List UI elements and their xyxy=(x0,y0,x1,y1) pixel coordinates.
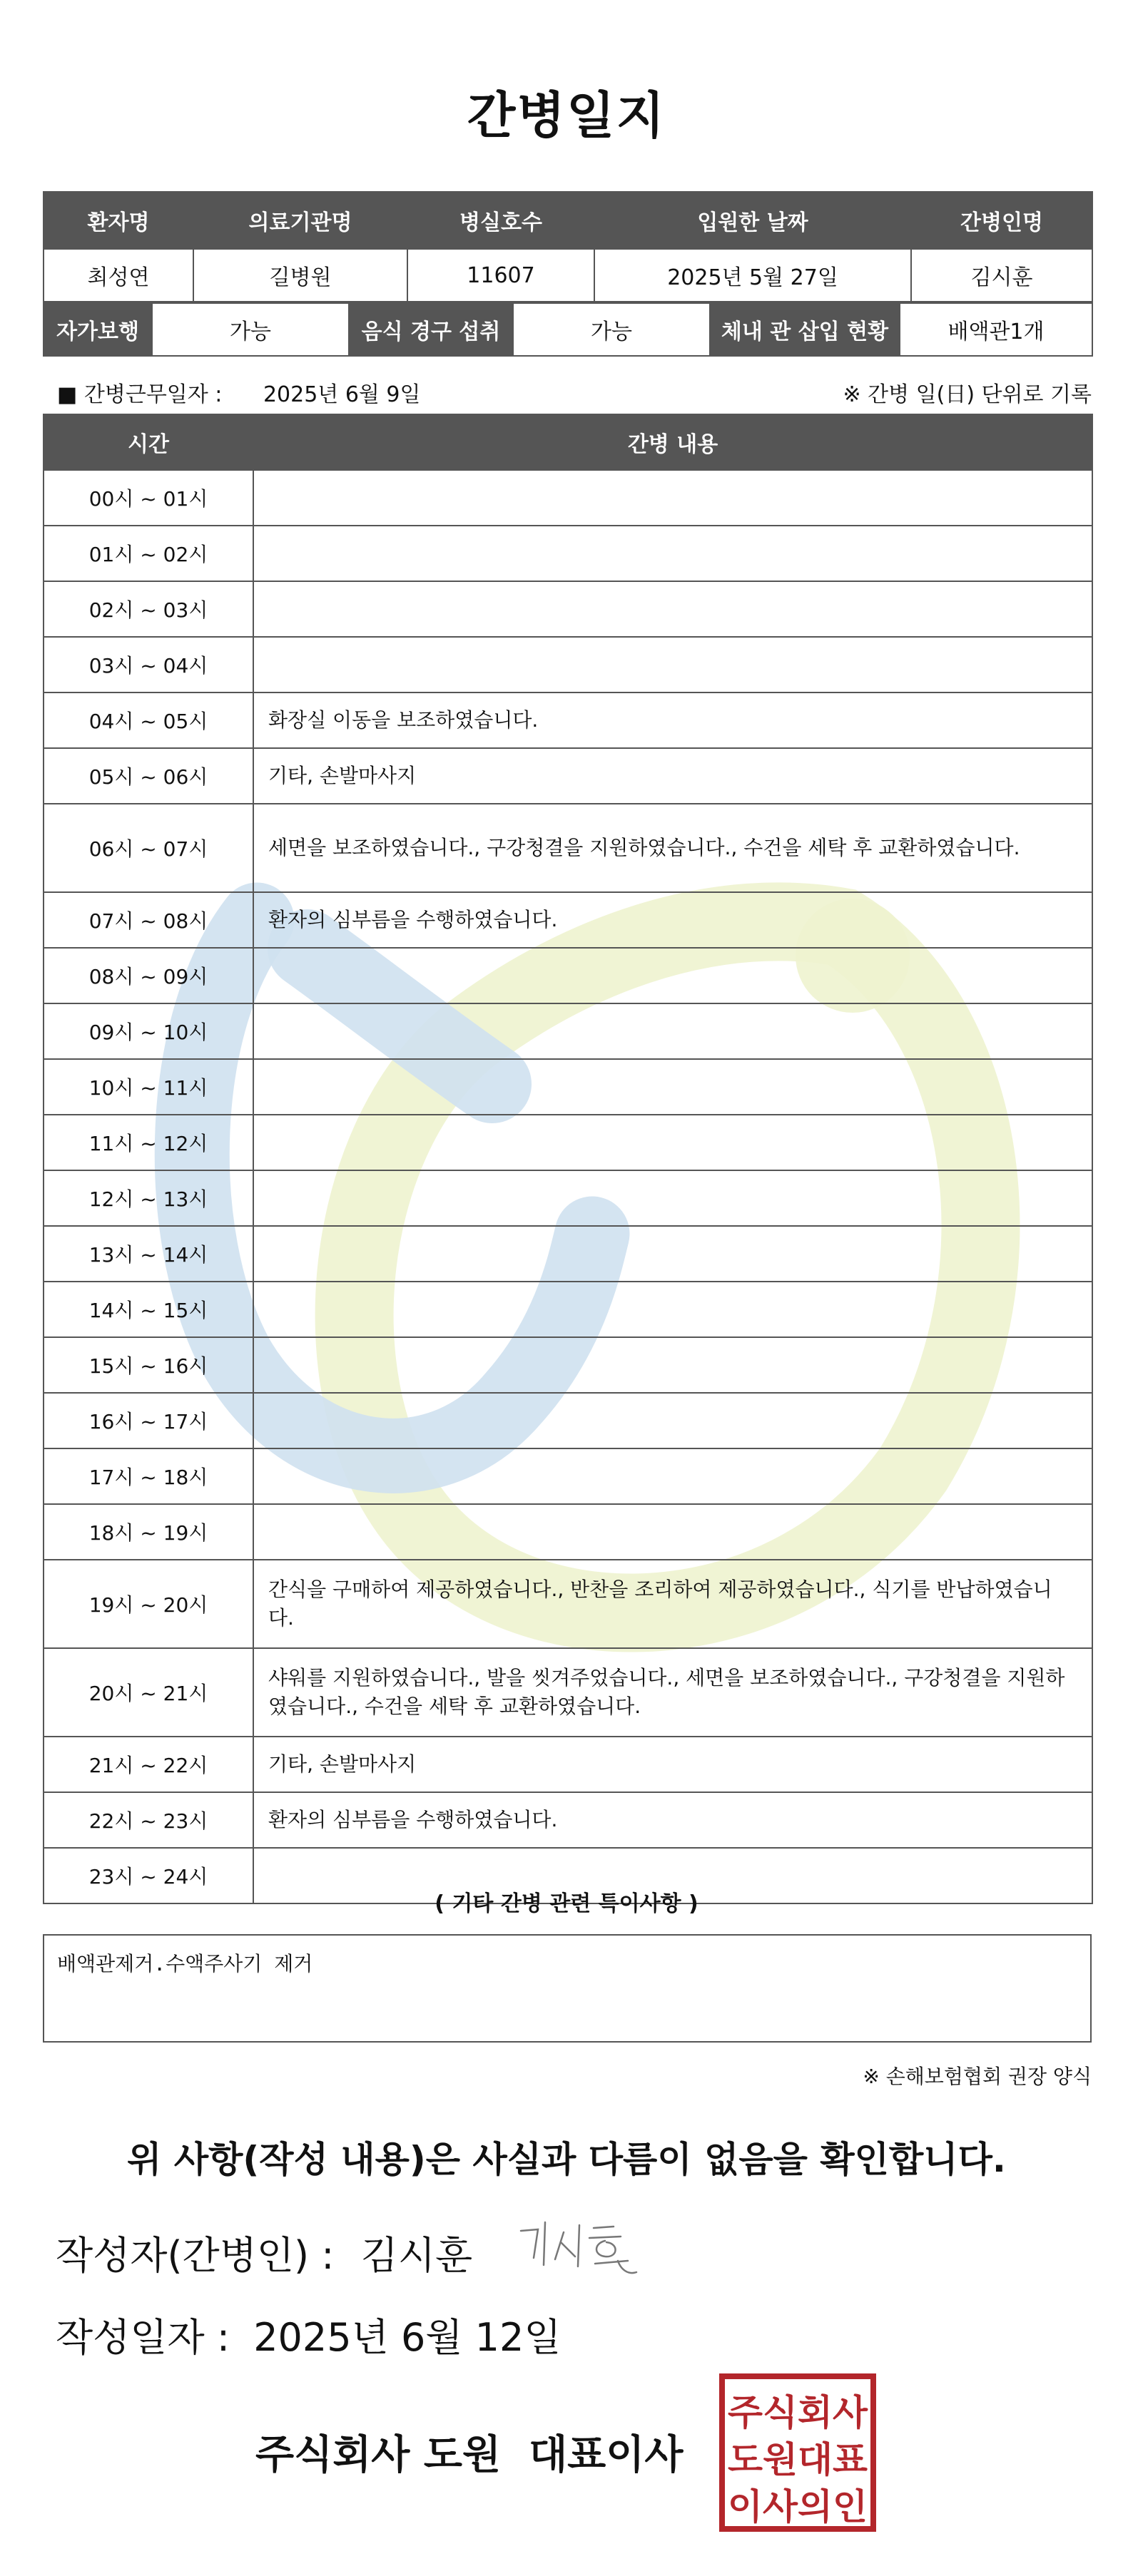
writer-name: 김시훈 xyxy=(360,2233,473,2278)
log-row-content: 기타, 손발마사지 xyxy=(253,748,1092,804)
oral-intake-label: 음식 경구 섭취 xyxy=(349,303,513,356)
log-row-content xyxy=(253,1226,1092,1282)
hospital-name: 길병원 xyxy=(193,249,407,302)
writer-line xyxy=(56,2225,472,2280)
log-row-content xyxy=(253,1170,1092,1226)
company-seal-icon xyxy=(718,2372,878,2533)
log-row-time: 12시 ~ 13시 xyxy=(44,1170,253,1226)
log-row-time: 09시 ~ 10시 xyxy=(44,1003,253,1059)
written-date-value: 2025년 6월 12일 xyxy=(253,2315,562,2360)
log-row xyxy=(44,1737,1092,1792)
log-row xyxy=(44,1337,1092,1393)
log-row-content xyxy=(253,1448,1092,1504)
self-walk-label: 자가보행 xyxy=(44,303,152,356)
log-row-time: 13시 ~ 14시 xyxy=(44,1226,253,1282)
written-date-line xyxy=(56,2307,562,2362)
log-row-time: 11시 ~ 12시 xyxy=(44,1115,253,1170)
special-notes-box xyxy=(43,1934,1092,2043)
log-row-content xyxy=(253,1393,1092,1448)
patient-status-table xyxy=(43,302,1093,357)
svg-text:주식회사: 주식회사 xyxy=(728,2392,868,2433)
log-row-time: 08시 ~ 09시 xyxy=(44,948,253,1003)
admission-date: 2025년 5월 27일 xyxy=(594,249,911,302)
log-row-time: 04시 ~ 05시 xyxy=(44,692,253,748)
work-date-line xyxy=(43,371,1092,408)
log-row xyxy=(44,1448,1092,1504)
log-row-content xyxy=(253,1059,1092,1115)
log-row-time: 10시 ~ 11시 xyxy=(44,1059,253,1115)
log-row xyxy=(44,1560,1092,1648)
writer-label: 작성자(간병인) : xyxy=(56,2233,335,2278)
self-walk-value: 가능 xyxy=(152,303,349,356)
oral-intake-value: 가능 xyxy=(513,303,710,356)
log-row xyxy=(44,526,1092,581)
form-notice: ※ 손해보험협회 권장 양식 xyxy=(863,2065,1092,2088)
log-row-time: 21시 ~ 22시 xyxy=(44,1737,253,1792)
log-row-content xyxy=(253,1003,1092,1059)
log-row xyxy=(44,1003,1092,1059)
log-row-time: 19시 ~ 20시 xyxy=(44,1560,253,1648)
log-row xyxy=(44,1170,1092,1226)
log-row-content: 환자의 심부름을 수행하였습니다. xyxy=(253,1792,1092,1848)
log-row-content: 간식을 구매하여 제공하였습니다., 반찬을 조리하여 제공하였습니다., 식기를 반납하였습니다. xyxy=(253,1560,1092,1648)
log-row-time: 20시 ~ 21시 xyxy=(44,1648,253,1737)
handwritten-signature xyxy=(514,2215,642,2284)
log-row-content xyxy=(253,1115,1092,1170)
work-date-label: ■ 간병근무일자 : xyxy=(57,382,223,407)
log-header-time: 시간 xyxy=(44,414,253,470)
page-title: 간병일지 xyxy=(467,86,666,145)
log-row-time: 00시 ~ 01시 xyxy=(44,470,253,526)
log-row xyxy=(44,1282,1092,1337)
log-row-content xyxy=(253,1504,1092,1560)
log-row-time: 01시 ~ 02시 xyxy=(44,526,253,581)
header-room-number: 병실호수 xyxy=(407,192,594,249)
svg-text:이사의인: 이사의인 xyxy=(728,2486,868,2528)
log-row-content xyxy=(253,526,1092,581)
confirmation-statement: 위 사항(작성 내용)은 사실과 다름이 없음을 확인합니다. xyxy=(127,2139,1006,2180)
log-row-time: 14시 ~ 15시 xyxy=(44,1282,253,1337)
care-log-table xyxy=(43,414,1093,1904)
log-row xyxy=(44,1504,1092,1560)
log-row-time: 07시 ~ 08시 xyxy=(44,892,253,948)
special-notes-text: 배액관제거.수액주사기 제거 xyxy=(57,1952,313,1976)
log-row-content xyxy=(253,948,1092,1003)
log-row xyxy=(44,948,1092,1003)
log-row xyxy=(44,581,1092,637)
log-row-time: 15시 ~ 16시 xyxy=(44,1337,253,1393)
log-row-content xyxy=(253,581,1092,637)
log-row-time: 05시 ~ 06시 xyxy=(44,748,253,804)
log-row xyxy=(44,748,1092,804)
unit-note: ※ 간병 일(日) 단위로 기록 xyxy=(843,382,1092,407)
log-row xyxy=(44,1115,1092,1170)
log-row xyxy=(44,1059,1092,1115)
log-row-content: 샤워를 지원하였습니다., 발을 씻겨주었습니다., 세면을 보조하였습니다., 구강청결을 지원하였습니다., 수건을 세탁 후 교환하였습니다. xyxy=(253,1648,1092,1737)
log-row-content: 세면을 보조하였습니다., 구강청결을 지원하였습니다., 수건을 세탁 후 교환하였습니다. xyxy=(253,804,1092,892)
log-row-content xyxy=(253,1337,1092,1393)
log-row xyxy=(44,637,1092,692)
log-row xyxy=(44,804,1092,892)
log-row-content xyxy=(253,637,1092,692)
log-row xyxy=(44,1792,1092,1848)
company-signatory: 주식회사 도원 대표이사 xyxy=(255,2432,684,2478)
log-row-time: 18시 ~ 19시 xyxy=(44,1504,253,1560)
written-date-label: 작성일자 : xyxy=(56,2315,230,2360)
log-row-time: 22시 ~ 23시 xyxy=(44,1792,253,1848)
log-row xyxy=(44,692,1092,748)
insertion-value: 배액관1개 xyxy=(900,303,1092,356)
header-hospital-name: 의료기관명 xyxy=(193,192,407,249)
log-row xyxy=(44,1226,1092,1282)
log-row-content: 환자의 심부름을 수행하였습니다. xyxy=(253,892,1092,948)
insertion-label: 체내 관 삽입 현황 xyxy=(710,303,900,356)
special-notes-title: ( 기타 간병 관련 특이사항 ) xyxy=(435,1891,698,1916)
log-row xyxy=(44,470,1092,526)
patient-info-table xyxy=(43,191,1093,302)
log-row-time: 03시 ~ 04시 xyxy=(44,637,253,692)
log-row-time: 23시 ~ 24시 xyxy=(44,1848,253,1903)
svg-text:도원대표: 도원대표 xyxy=(728,2439,868,2480)
log-header-content: 간병 내용 xyxy=(253,414,1092,470)
log-row xyxy=(44,1648,1092,1737)
patient-name: 최성연 xyxy=(44,249,193,302)
room-number: 11607 xyxy=(407,249,594,302)
caregiver-name: 김시훈 xyxy=(911,249,1092,302)
log-row-content xyxy=(253,1282,1092,1337)
log-row xyxy=(44,892,1092,948)
log-row-content xyxy=(253,470,1092,526)
log-row xyxy=(44,1393,1092,1448)
log-row-time: 06시 ~ 07시 xyxy=(44,804,253,892)
log-row-time: 17시 ~ 18시 xyxy=(44,1448,253,1504)
log-row-time: 02시 ~ 03시 xyxy=(44,581,253,637)
header-patient-name: 환자명 xyxy=(44,192,193,249)
log-row-content: 기타, 손발마사지 xyxy=(253,1737,1092,1792)
header-caregiver-name: 간병인명 xyxy=(911,192,1092,249)
work-date-value: 2025년 6월 9일 xyxy=(263,382,421,407)
log-row-time: 16시 ~ 17시 xyxy=(44,1393,253,1448)
log-row-content: 화장실 이동을 보조하였습니다. xyxy=(253,692,1092,748)
header-admission-date: 입원한 날짜 xyxy=(594,192,911,249)
